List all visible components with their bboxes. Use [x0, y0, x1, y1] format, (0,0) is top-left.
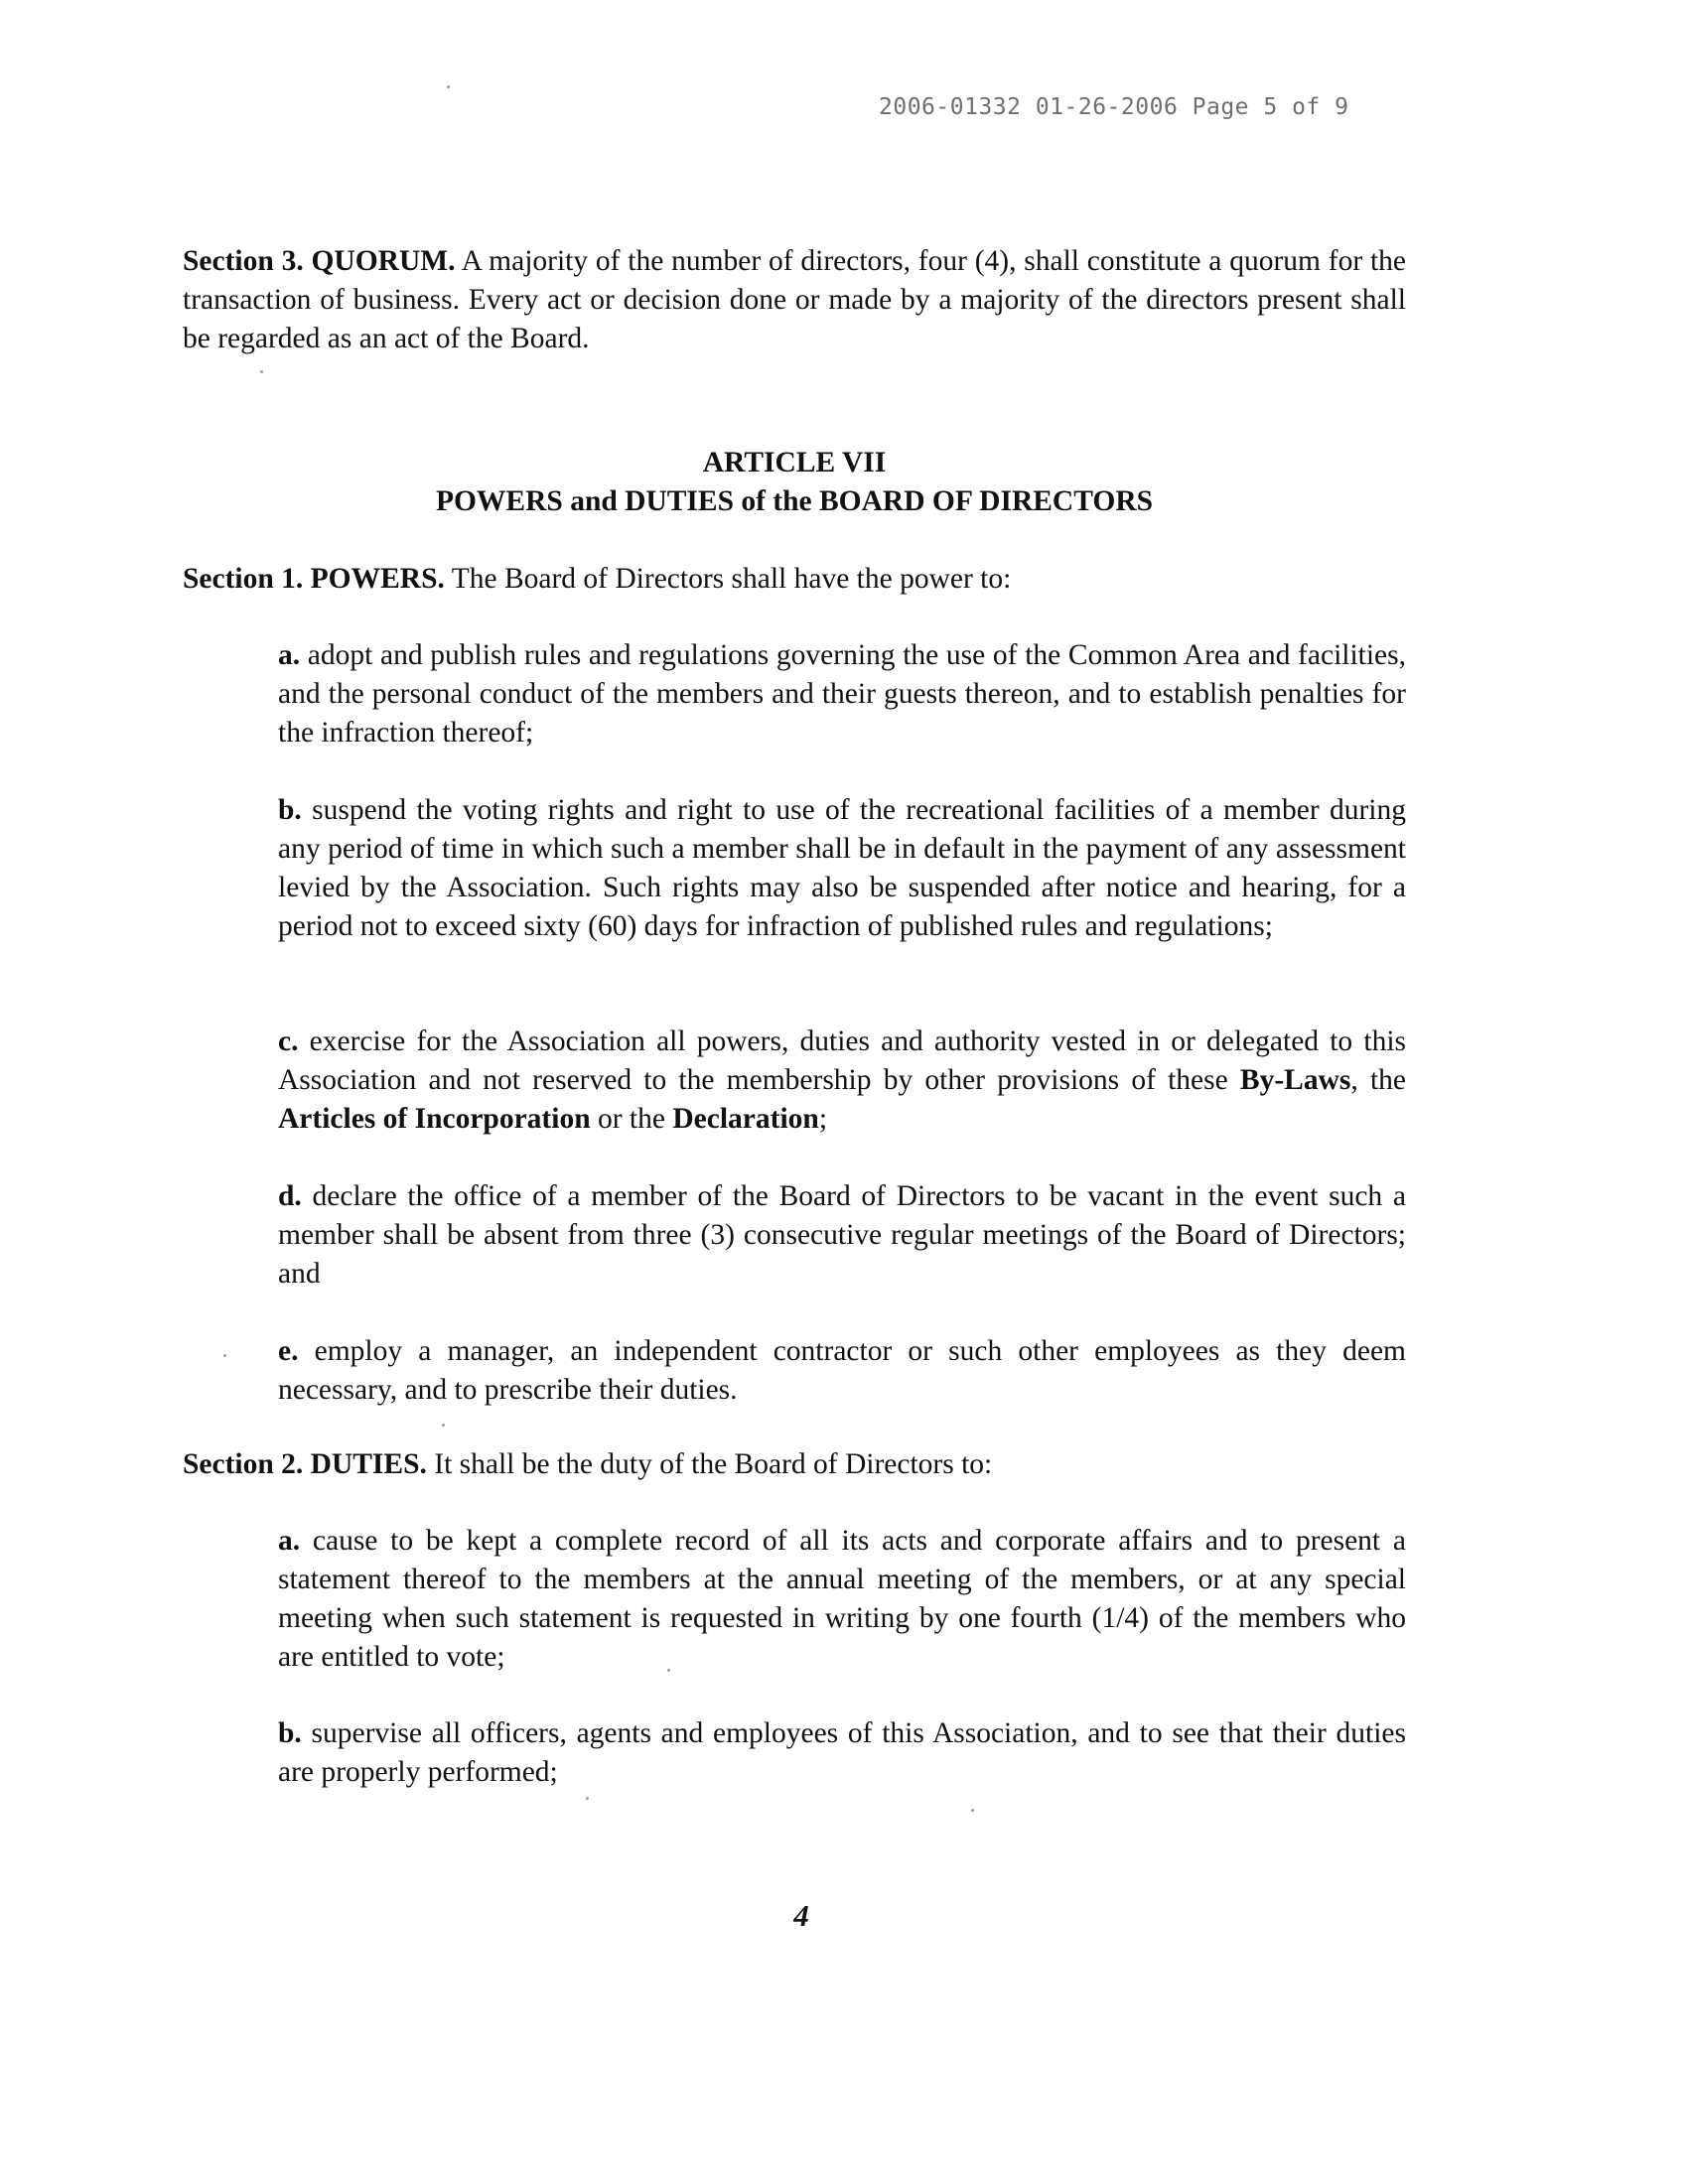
- powers-item-c: [278, 1023, 1406, 1139]
- article-number: ARTICLE VII: [702, 447, 887, 478]
- section-label: Section 2. DUTIES.: [183, 1448, 427, 1480]
- powers-item-a: [278, 636, 1406, 752]
- item-letter: d.: [278, 1180, 302, 1212]
- filing-stamp: 2006-01332 01-26-2006 Page 5 of 9: [879, 94, 1349, 120]
- bylaws-reference: By-Laws: [1239, 1064, 1351, 1096]
- scan-speck: [667, 1669, 670, 1672]
- scan-speck: [223, 1354, 226, 1357]
- duties-item-b: [278, 1714, 1406, 1792]
- item-text: cause to be kept a complete record of all its acts and corporate affairs and to present a statement thereof to the members at the annual meeting of the members, or at any special meeting when such statement is requested in writing by one fourth (1/4) of the members who are entitled to vote;: [278, 1525, 1406, 1673]
- duties-item-a: [278, 1522, 1406, 1677]
- declaration-reference: Declaration: [672, 1103, 819, 1135]
- item-text: ;: [818, 1103, 828, 1135]
- section-intro: The Board of Directors shall have the power to:: [444, 563, 1012, 595]
- item-letter: a.: [278, 1525, 301, 1557]
- article-title: POWERS and DUTIES of the BOARD OF DIRECTORS: [435, 485, 1154, 517]
- scan-speck: [971, 1809, 974, 1812]
- item-text: declare the office of a member of the Board of Directors to be vacant in the event such a member shall be absent from three (3) consecutive regular meetings of the Board of Directors; and: [278, 1180, 1406, 1290]
- item-text: adopt and publish rules and regulations governing the use of the Common Area and facilities, and the personal conduct of the members and their guests thereon, and to establish penalties for the infraction thereof;: [278, 639, 1406, 749]
- item-text: exercise for the Association all powers, duties and authority vested in or delegated to this Association and not reserved to the membership by other provisions of these: [278, 1025, 1406, 1096]
- item-letter: a.: [278, 639, 301, 671]
- item-text: supervise all officers, agents and employees of this Association, and to see that their duties are properly performed;: [278, 1717, 1406, 1788]
- item-letter: c.: [278, 1025, 299, 1057]
- powers-item-b: [278, 791, 1406, 946]
- articles-reference: Articles of Incorporation: [278, 1103, 591, 1135]
- powers-item-d: [278, 1177, 1406, 1294]
- scan-speck: [260, 370, 263, 373]
- page-number: 4: [793, 1898, 809, 1933]
- section-label: Section 3. QUORUM.: [183, 245, 456, 277]
- section-intro: It shall be the duty of the Board of Directors to:: [426, 1448, 993, 1480]
- section-3-quorum: [183, 242, 1406, 358]
- item-text: , the: [1350, 1064, 1407, 1096]
- scan-speck: [586, 1797, 589, 1800]
- item-text: employ a manager, an independent contractor or such other employees as they deem necessary, and to prescribe their duties.: [278, 1335, 1406, 1406]
- section-2-duties: [183, 1445, 1406, 1484]
- scan-speck: [442, 1424, 445, 1427]
- scan-speck: [447, 85, 450, 88]
- section-label: Section 1. POWERS.: [183, 563, 445, 595]
- item-text: suspend the voting rights and right to use of the recreational facilities of a member during any period of time in which such a member shall be in default in the payment of any assessment levied by the Association. Such rights may also be suspended after notice and hearing, for a period not to exceed sixty (60) days for infraction of published rules and regulations;: [278, 794, 1406, 942]
- item-letter: b.: [278, 794, 302, 826]
- item-text: or the: [590, 1103, 673, 1135]
- section-1-powers: [183, 560, 1406, 599]
- powers-item-e: [278, 1332, 1406, 1410]
- section-text: A majority of the number of directors, four (4), shall constitute a quorum for the transaction of business. Every act or decision done or made by a majority of the directors present shall be regarded as an act of the Board.: [183, 245, 1406, 354]
- item-letter: e.: [278, 1335, 299, 1367]
- item-letter: b.: [278, 1717, 302, 1749]
